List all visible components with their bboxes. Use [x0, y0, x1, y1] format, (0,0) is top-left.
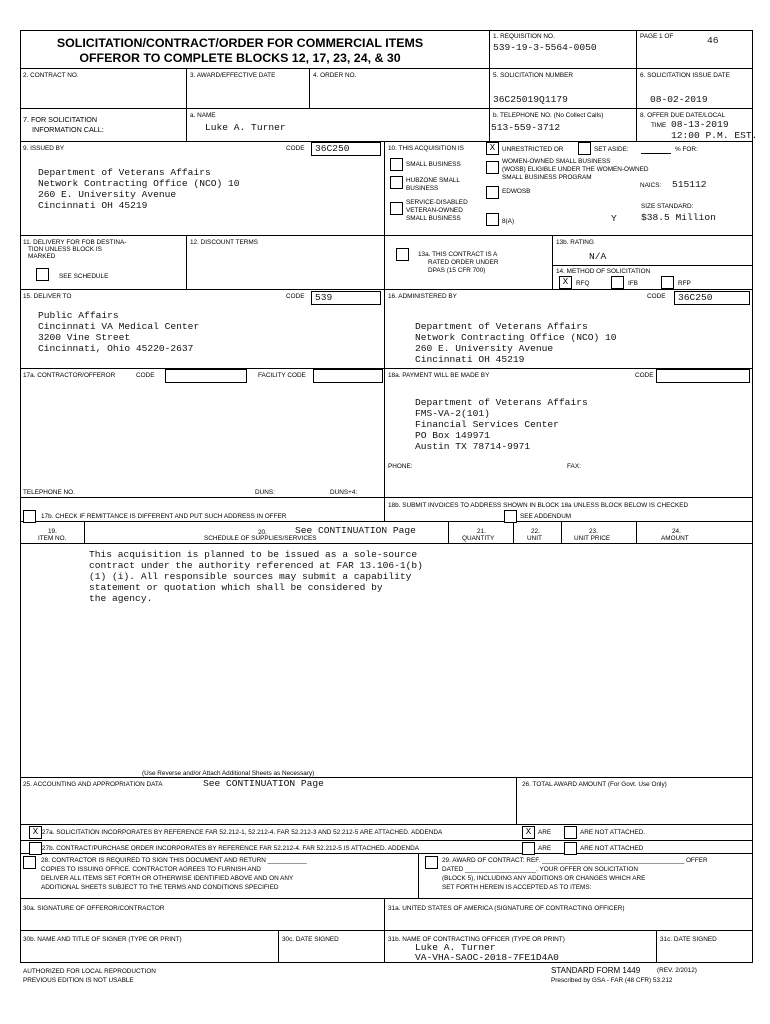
edwosb-checkbox[interactable]	[486, 186, 499, 199]
schedule-description: This acquisition is planned to be issued as a sole-source contract under the authority referenced at FAR 13.106-1(b) (1) (i). All responsible sources may submit a capability statement or quotation which shall be considered by the agency.	[89, 549, 423, 604]
duns-label: DUNS:	[255, 489, 275, 496]
27b-label: 27b. CONTRACT/PURCHASE ORDER INCORPORATES BY REFERENCE FAR 52.212-4. FAR 52.212-5 IS ATTACHED. ADDENDA	[42, 845, 420, 852]
divider	[516, 777, 517, 824]
col21-number: 21.	[477, 528, 486, 535]
deliver-to-code-field[interactable]	[311, 291, 381, 305]
col20-header: SCHEDULE OF SUPPLIES/SERVICES	[204, 535, 317, 542]
divider	[20, 853, 753, 854]
divider	[309, 68, 310, 109]
award-date-label: 3. AWARD/EFFECTIVE DATE	[190, 72, 276, 79]
col19-header: ITEM NO.	[38, 535, 67, 542]
27a-are-not-label: ARE NOT ATTACHED.	[580, 829, 645, 836]
duns4-label: DUNS+4:	[330, 489, 358, 496]
footer-form-name: STANDARD FORM 1449	[551, 966, 641, 975]
deliver-to-code-label: CODE	[286, 293, 305, 300]
col24-header: AMOUNT	[661, 535, 689, 542]
28-checkbox[interactable]	[23, 856, 36, 869]
27a-checkbox[interactable]: X	[29, 826, 42, 839]
size-y-mark: Y	[611, 213, 617, 224]
hubzone-label-2: BUSINESS	[406, 185, 439, 192]
sdvosb-label-2: VETERAN-OWNED	[406, 207, 463, 214]
administered-by-address: Department of Veterans Affairs Network Contracting Office (NCO) 10 260 E. University Avenue Cincinnati OH 45219	[415, 321, 617, 365]
contact-name[interactable]: Luke A. Turner	[205, 122, 286, 133]
accounting-label: 25. ACCOUNTING AND APPROPRIATION DATA	[23, 781, 163, 788]
divider	[20, 68, 753, 69]
accounting-value: See CONTINUATION Page	[203, 778, 324, 789]
divider	[418, 853, 419, 898]
hubzone-label-1: HUBZONE SMALL	[406, 177, 460, 184]
solicitation-number-value[interactable]: 36C25019Q1179	[493, 94, 568, 105]
contracting-officer-ref: VA-VHA-SAOC-2018-7FE1D4A0	[415, 952, 559, 963]
rated-order-label-3: DPAS (15 CFR 700)	[428, 267, 486, 274]
divider	[186, 68, 187, 109]
divider	[186, 235, 187, 289]
size-standard-label: SIZE STANDARD:	[641, 203, 694, 210]
submit-invoices-label: 18b. SUBMIT INVOICES TO ADDRESS SHOWN IN BLOCK 18a UNLESS BLOCK BELOW IS CHECKED	[388, 502, 689, 509]
30c-label: 30c. DATE SIGNED	[282, 936, 339, 943]
col19-number: 19.	[48, 528, 57, 535]
wosb-label-3: SMALL BUSINESS PROGRAM	[502, 174, 592, 181]
requisition-label: 1. REQUISITION NO.	[493, 33, 555, 40]
solicitation-number-label: 5. SOLICITATION NUMBER	[493, 72, 574, 79]
rfq-checkbox[interactable]: X	[559, 276, 572, 289]
payment-code-label: CODE	[635, 372, 654, 379]
28-line1: 28. CONTRACTOR IS REQUIRED TO SIGN THIS DOCUMENT AND RETURN ___________	[41, 857, 307, 864]
payment-phone-label: PHONE:	[388, 463, 413, 470]
administered-by-code-value: 36C250	[678, 292, 713, 303]
delivery-label-2: TION UNLESS BLOCK IS	[28, 246, 102, 253]
30a-label: 30a. SIGNATURE OF OFFEROR/CONTRACTOR	[23, 905, 165, 912]
percent-blank	[641, 153, 671, 154]
small-business-checkbox[interactable]	[390, 158, 403, 171]
administered-by-code-label: CODE	[647, 293, 666, 300]
divider	[20, 824, 753, 825]
footer-revision: (REV. 2/2012)	[657, 967, 697, 974]
divider	[489, 30, 490, 68]
see-schedule-label: SEE SCHEDULE	[59, 273, 109, 280]
total-award-label: 26. TOTAL AWARD AMOUNT (For Govt. Use Only)	[522, 781, 667, 788]
31a-label: 31a. UNITED STATES OF AMERICA (SIGNATURE OF CONTRACTING OFFICER)	[388, 905, 625, 912]
divider	[656, 930, 657, 963]
col21-header: QUANTITY	[462, 535, 495, 542]
remittance-checkbox[interactable]	[23, 510, 36, 523]
issued-by-code-value: 36C250	[315, 143, 350, 154]
divider	[20, 108, 753, 109]
divider	[636, 30, 637, 68]
divider	[186, 108, 187, 141]
contractor-code-label: CODE	[136, 372, 155, 379]
8a-label: 8(A)	[502, 218, 515, 225]
facility-code-field[interactable]	[313, 369, 383, 383]
order-no-label: 4. ORDER NO.	[313, 72, 357, 79]
rfp-label: RFP	[678, 280, 691, 287]
divider	[448, 521, 449, 543]
col20-note: See CONTINUATION Page	[295, 525, 416, 536]
27a-are-not-checkbox[interactable]	[564, 826, 577, 839]
percent-for-label: % FOR:	[675, 146, 698, 153]
divider	[636, 68, 637, 109]
col23-header: UNIT PRICE	[574, 535, 611, 542]
rated-order-label-2: RATED ORDER UNDER	[428, 259, 499, 266]
solicitation-info-label-2: INFORMATION CALL:	[32, 125, 104, 134]
payment-code-field[interactable]	[656, 369, 750, 383]
page-count: 46	[707, 35, 719, 46]
ifb-checkbox[interactable]	[611, 276, 624, 289]
sdvosb-checkbox[interactable]	[390, 202, 403, 215]
divider	[561, 521, 562, 543]
hubzone-checkbox[interactable]	[390, 176, 403, 189]
contractor-code-field[interactable]	[165, 369, 247, 383]
29-line3: (BLOCK 5), INCLUDING ANY ADDITIONS OR CHANGES WHICH ARE	[442, 875, 646, 882]
footer-authorized: AUTHORIZED FOR LOCAL REPRODUCTION	[23, 968, 156, 975]
offer-due-time[interactable]: 12:00 P.M. EST.	[671, 130, 758, 141]
addendum-checkbox[interactable]	[504, 510, 517, 523]
form-title-line2: OFFEROR TO COMPLETE BLOCKS 12, 17, 23, 24, & 30	[79, 51, 401, 65]
col20-number: 20.	[258, 529, 267, 536]
size-standard-value[interactable]: $38.5 Million	[641, 212, 716, 223]
divider	[20, 930, 753, 931]
offer-due-date[interactable]: 08-13-2019	[671, 119, 729, 130]
payment-address: Department of Veterans Affairs FMS-VA-2(101) Financial Services Center PO Box 149971 Austin TX 78714-9971	[415, 397, 588, 452]
page-label: PAGE 1 OF	[640, 33, 674, 40]
divider	[636, 521, 637, 543]
31c-label: 31c. DATE SIGNED	[660, 936, 717, 943]
rated-order-checkbox[interactable]	[396, 248, 409, 261]
delivery-label-1: 11. DELIVERY FOR FOB DESTINA-	[23, 239, 127, 246]
27b-are-not-label: ARE NOT ATTACHED	[580, 845, 644, 852]
naics-value[interactable]: 515112	[672, 179, 707, 190]
divider	[20, 141, 753, 142]
wosb-label-2: (WOSB) ELIGIBLE UNDER THE WOMEN-OWNED	[502, 166, 649, 173]
small-business-label: SMALL BUSINESS	[406, 161, 461, 168]
divider	[489, 68, 490, 109]
name-label: a. NAME	[190, 112, 216, 119]
remittance-label: 17b. CHECK IF REMITTANCE IS DIFFERENT AND PUT SUCH ADDRESS IN OFFER	[41, 513, 287, 520]
col22-number: 22.	[531, 528, 540, 535]
deliver-to-label: 15. DELIVER TO	[23, 293, 72, 300]
27a-are-checkbox[interactable]: X	[522, 826, 535, 839]
set-aside-checkbox[interactable]	[578, 142, 591, 155]
29-line1: 29. AWARD OF CONTRACT: REF. ________________________________________ OFFER	[442, 857, 708, 864]
wosb-label-1: WOMEN-OWNED SMALL BUSINESS	[502, 158, 611, 165]
rfp-checkbox[interactable]	[661, 276, 674, 289]
divider	[20, 777, 753, 778]
issue-date-label: 6. SOLICITATION ISSUE DATE	[640, 72, 730, 79]
27a-label: 27a. SOLICITATION INCORPORATES BY REFERENCE FAR 52.212-1, 52.212-4. FAR 52.212-3 AND 52.212-5 ARE ATTACHED. ADDENDA	[42, 829, 443, 836]
divider	[278, 930, 279, 963]
contracting-officer-name: Luke A. Turner	[415, 942, 496, 953]
form-border-top	[20, 30, 753, 31]
offer-due-label: 8. OFFER DUE DATE/LOCAL	[640, 112, 726, 119]
divider	[636, 108, 637, 141]
27a-are-label: ARE	[538, 829, 552, 836]
divider	[513, 521, 514, 543]
31b-label: 31b. NAME OF CONTRACTING OFFICER (TYPE OR PRINT)	[388, 936, 565, 943]
discount-terms-label: 12. DISCOUNT TERMS	[190, 239, 258, 246]
facility-code-label: FACILITY CODE	[258, 372, 306, 379]
27b-are-label: ARE	[538, 845, 552, 852]
divider	[20, 289, 753, 290]
deliver-to-code-value: 539	[315, 292, 333, 303]
29-line4: SET FORTH HEREIN IS ACCEPTED AS TO ITEMS:	[442, 884, 592, 891]
divider	[20, 235, 753, 236]
requisition-value[interactable]: 539-19-3-5564-0050	[493, 42, 597, 53]
29-line2: DATED ____________________. YOUR OFFER ON SOLICITATION	[442, 866, 638, 873]
col23-number: 23.	[589, 528, 598, 535]
30b-label: 30b. NAME AND TITLE OF SIGNER (TYPE OR PRINT)	[23, 936, 182, 943]
divider	[20, 521, 753, 522]
issue-date-value[interactable]: 08-02-2019	[650, 94, 708, 105]
reverse-note: (Use Reverse and/or Attach Additional Sheets as Necessary)	[142, 770, 315, 777]
rated-order-label-1: 13a. THIS CONTRACT IS A	[418, 251, 498, 258]
29-checkbox[interactable]	[425, 856, 438, 869]
rating-label: 13b. RATING	[556, 239, 594, 246]
divider	[20, 368, 753, 369]
issued-by-address: Department of Veterans Affairs Network Contracting Office (NCO) 10 260 E. University Avenue Cincinnati OH 45219	[38, 167, 240, 211]
delivery-label-3: MARKED	[28, 253, 56, 260]
divider	[84, 521, 85, 543]
issued-by-code-label: CODE	[286, 145, 305, 152]
footer-prescribed: Prescribed by GSA - FAR (48 CFR) 53.212	[551, 977, 673, 984]
addendum-label: SEE ADDENDUM	[520, 513, 572, 520]
27b-are-not-checkbox[interactable]	[564, 842, 577, 855]
27b-checkbox[interactable]	[29, 842, 42, 855]
solicitation-info-label-1: 7. FOR SOLICITATION	[23, 115, 98, 124]
col22-header: UNIT	[527, 535, 542, 542]
naics-label: NAICS:	[640, 182, 662, 189]
28-line2: COPIES TO ISSUING OFFICE. CONTRACTOR AGREES TO FURNISH AND	[41, 866, 261, 873]
payment-label: 18a. PAYMENT WILL BE MADE BY	[388, 372, 490, 379]
ifb-label: IFB	[628, 280, 638, 287]
administered-by-code-field[interactable]	[674, 291, 750, 305]
contract-no-label: 2. CONTRACT NO.	[23, 72, 79, 79]
unrestricted-label: UNRESTRICTED OR	[502, 146, 564, 153]
edwosb-label: EDWOSB	[502, 188, 531, 195]
form-title-line1: SOLICITATION/CONTRACT/ORDER FOR COMMERCIAL ITEMS	[56, 36, 424, 50]
divider	[20, 840, 753, 841]
27b-are-checkbox[interactable]	[522, 842, 535, 855]
issued-by-label: 9. ISSUED BY	[23, 145, 65, 152]
sdvosb-label-1: SERVICE-DISABLED	[406, 199, 468, 206]
divider	[552, 235, 553, 289]
rfq-label: RFQ	[576, 280, 590, 287]
issued-by-code-field[interactable]	[311, 142, 381, 156]
8a-checkbox[interactable]	[486, 213, 499, 226]
telephone-label: b. TELEPHONE NO. (No Collect Calls)	[493, 112, 604, 119]
see-schedule-checkbox[interactable]	[36, 268, 49, 281]
28-line3: DELIVER ALL ITEMS SET FORTH OR OTHERWISE IDENTIFIED ABOVE AND ON ANY	[41, 875, 294, 882]
contractor-label: 17a. CONTRACTOR/OFFEROR	[23, 372, 116, 379]
contractor-telephone-label: TELEPHONE NO.	[23, 489, 75, 496]
deliver-to-address: Public Affairs Cincinnati VA Medical Center 3200 Vine Street Cincinnati, Ohio 45220-2637	[38, 310, 200, 354]
wosb-checkbox[interactable]	[486, 161, 499, 174]
sdvosb-label-3: SMALL BUSINESS	[406, 215, 461, 222]
time-label: TIME	[651, 122, 667, 129]
28-line4: ADDITIONAL SHEETS SUBJECT TO THE TERMS AND CONDITIONS SPECIFIED	[41, 884, 279, 891]
administered-by-label: 16. ADMINISTERED BY	[388, 293, 457, 300]
form-border-bottom	[20, 962, 753, 963]
set-aside-label: SET ASIDE:	[594, 146, 629, 153]
divider	[20, 497, 753, 498]
method-label: 14. METHOD OF SOLICITATION	[556, 268, 651, 275]
col24-number: 24.	[672, 528, 681, 535]
footer-previous-edition: PREVIOUS EDITION IS NOT USABLE	[23, 977, 134, 984]
divider	[552, 265, 753, 266]
divider	[489, 108, 490, 141]
divider	[20, 898, 753, 899]
divider	[20, 543, 753, 544]
acquisition-label: 10. THIS ACQUISITION IS	[388, 145, 464, 152]
payment-fax-label: FAX:	[567, 463, 581, 470]
unrestricted-checkbox[interactable]: X	[486, 142, 499, 155]
telephone-value[interactable]: 513-559-3712	[491, 122, 561, 133]
rating-value[interactable]: N/A	[589, 251, 607, 262]
divider	[384, 141, 385, 521]
